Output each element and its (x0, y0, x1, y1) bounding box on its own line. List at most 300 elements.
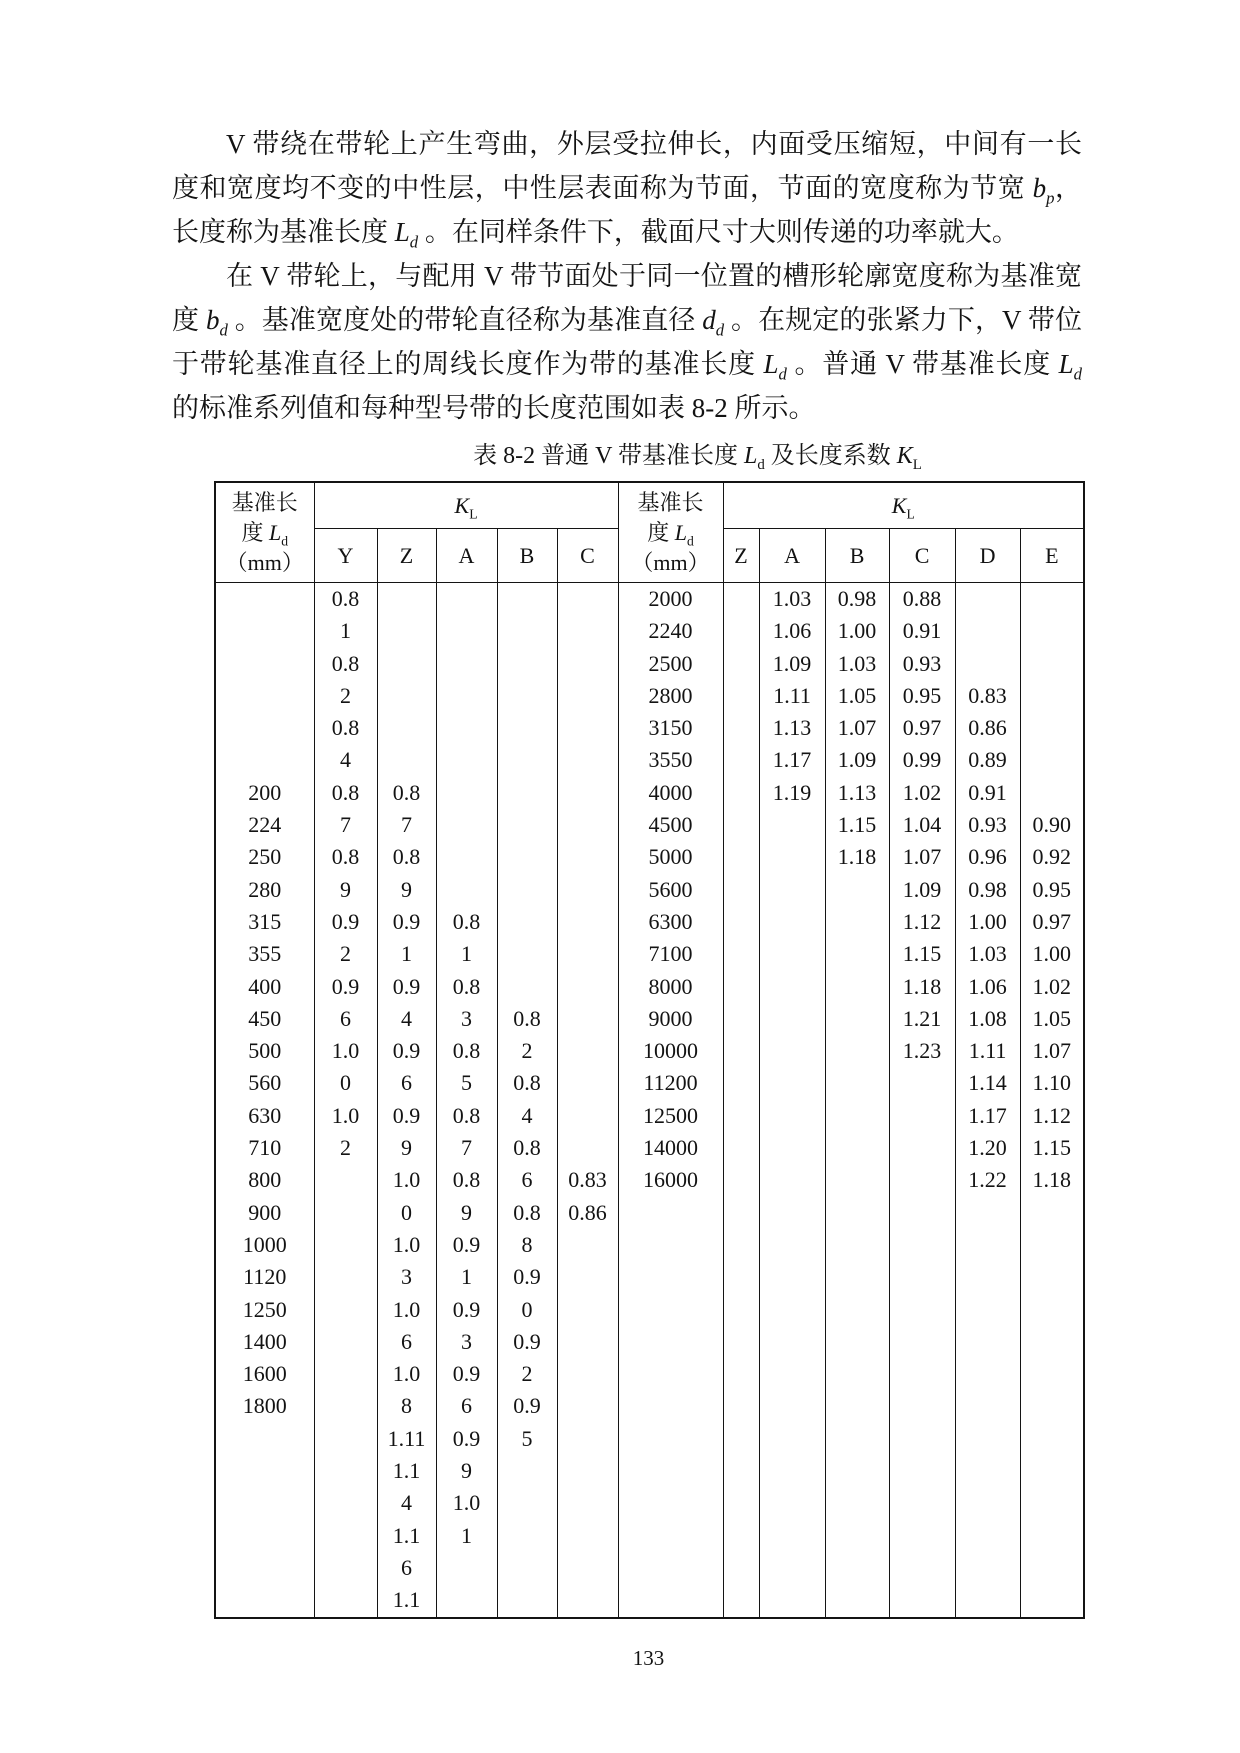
table-cell (557, 1423, 618, 1455)
table-cell: 1.15 (889, 938, 955, 970)
table-cell (759, 1358, 825, 1390)
table-cell (723, 615, 759, 647)
table-cell: 0.8 (436, 1035, 497, 1067)
col-header-left-B: B (497, 529, 557, 583)
table-cell (314, 1520, 377, 1552)
table-cell (1020, 1197, 1084, 1229)
table-cell (497, 712, 557, 744)
table-cell (723, 971, 759, 1003)
table-cell: 1.19 (759, 777, 825, 809)
table-cell (889, 1294, 955, 1326)
table-cell (889, 1552, 955, 1584)
table-cell: 9 (377, 1132, 436, 1164)
table-cell: 5600 (618, 874, 723, 906)
table-cell: 1.0 (377, 1358, 436, 1390)
table-cell: 0.8 (497, 1132, 557, 1164)
table-cell (1020, 648, 1084, 680)
table-cell: 2 (314, 1132, 377, 1164)
table-cell: 9000 (618, 1003, 723, 1035)
table-cell: 1.06 (955, 971, 1020, 1003)
table-cell (825, 1552, 889, 1584)
table-cell (723, 712, 759, 744)
table-cell: 400 (215, 971, 314, 1003)
table-cell: 710 (215, 1132, 314, 1164)
table-cell: 0.9 (497, 1390, 557, 1422)
table-row (215, 680, 1084, 712)
table-cell: 6 (436, 1390, 497, 1422)
table-cell (759, 1261, 825, 1293)
table-cell: 0.93 (889, 648, 955, 680)
table-cell: 1.21 (889, 1003, 955, 1035)
table-cell (557, 1100, 618, 1132)
right-ld-header: 基准长 度 $L_d$ （mm） (618, 482, 723, 583)
table-cell (618, 1520, 723, 1552)
table-cell (557, 1487, 618, 1519)
col-header-right-D: D (955, 529, 1020, 583)
paragraph-2: 在 V 带轮上，与配用 V 带节面处于同一位置的槽形轮廓宽度称为基准宽度 $b_d$ 。基准宽度处的带轮直径称为基准直径 $d_d$ 。在规定的张紧力下，V 带位于带轮基准直径上的周线长度作为带的基准长度 $L_d$ 。普通 V 带基准长度 $L_d$ 的标准系列值和每种型号带的长度范围如表 8-2 所示。 (172, 261, 1083, 423)
table-cell: 1 (314, 615, 377, 647)
table-cell: 16000 (618, 1164, 723, 1196)
table-cell (557, 648, 618, 680)
table-cell: 6 (377, 1326, 436, 1358)
table-cell (1020, 615, 1084, 647)
table-cell (215, 1423, 314, 1455)
table-cell: 0.9 (436, 1294, 497, 1326)
table-cell (825, 1229, 889, 1261)
table-cell: 0.9 (377, 1100, 436, 1132)
table-cell: 0.8 (497, 1197, 557, 1229)
table-row (215, 1132, 1084, 1164)
table-cell: 0 (497, 1294, 557, 1326)
table-row (215, 1100, 1084, 1132)
table-cell (557, 1294, 618, 1326)
table-cell: 1.18 (825, 841, 889, 873)
table-cell (723, 1035, 759, 1067)
table-cell (377, 583, 436, 616)
table-cell (889, 1487, 955, 1519)
table-cell (497, 1455, 557, 1487)
table-cell: 1.03 (759, 583, 825, 616)
table-cell (618, 1487, 723, 1519)
table-cell (825, 1067, 889, 1099)
table-cell: 0.9 (497, 1261, 557, 1293)
table-cell (436, 874, 497, 906)
table-cell: 1000 (215, 1229, 314, 1261)
table-cell (557, 1326, 618, 1358)
table-cell (314, 1197, 377, 1229)
table-cell: 5 (497, 1423, 557, 1455)
table-cell: 0.83 (955, 680, 1020, 712)
table-cell: 1.0 (377, 1294, 436, 1326)
table-cell (723, 1261, 759, 1293)
table-cell (759, 1487, 825, 1519)
table-cell (825, 1390, 889, 1422)
table-cell: 0.9 (377, 906, 436, 938)
table-cell (557, 615, 618, 647)
table-cell: 14000 (618, 1132, 723, 1164)
table-cell (215, 1584, 314, 1617)
table-cell (759, 809, 825, 841)
table-cell (314, 1584, 377, 1617)
table-cell: 1.17 (759, 744, 825, 776)
table-cell: 0.89 (955, 744, 1020, 776)
table-cell: 3 (436, 1003, 497, 1035)
table-row (215, 1326, 1084, 1358)
table-row (215, 1390, 1084, 1422)
table-cell: 1.11 (759, 680, 825, 712)
table-cell: 1.1 (377, 1455, 436, 1487)
table-cell (825, 1100, 889, 1132)
table-row (215, 1067, 1084, 1099)
table-cell: 4000 (618, 777, 723, 809)
table-cell (955, 1326, 1020, 1358)
table-cell (557, 874, 618, 906)
table-cell (1020, 680, 1084, 712)
table-row (215, 1003, 1084, 1035)
table-cell: 0.86 (557, 1197, 618, 1229)
table-row (215, 841, 1084, 873)
table-cell (825, 971, 889, 1003)
table-cell (436, 712, 497, 744)
table-cell: 1.09 (825, 744, 889, 776)
table-cell (215, 712, 314, 744)
table-cell (759, 1294, 825, 1326)
table-cell (557, 906, 618, 938)
table-cell: 250 (215, 841, 314, 873)
table-cell: 500 (215, 1035, 314, 1067)
table-cell: 800 (215, 1164, 314, 1196)
table-cell: 0.8 (497, 1067, 557, 1099)
table-cell: 0 (377, 1197, 436, 1229)
table-cell: 4500 (618, 809, 723, 841)
table-cell (723, 1197, 759, 1229)
table-cell: 1.18 (1020, 1164, 1084, 1196)
table-cell (759, 938, 825, 970)
table-cell: 8 (377, 1390, 436, 1422)
table-cell: 8 (497, 1229, 557, 1261)
table-cell (723, 583, 759, 616)
table-cell: 1.05 (1020, 1003, 1084, 1035)
table-cell: 0.8 (314, 777, 377, 809)
table-row (215, 777, 1084, 809)
table-cell (723, 777, 759, 809)
table-cell: 900 (215, 1197, 314, 1229)
left-kl-header: $K_L$ (314, 482, 618, 529)
table-cell: 1.02 (889, 777, 955, 809)
left-ld-header: 基准长 度 $L_d$ （mm） (215, 482, 314, 583)
table-cell: 0.96 (955, 841, 1020, 873)
table-cell (1020, 1423, 1084, 1455)
table-cell (497, 648, 557, 680)
table-cell (618, 1294, 723, 1326)
table-cell (759, 1455, 825, 1487)
table-cell (618, 1390, 723, 1422)
table-cell (759, 1390, 825, 1422)
table-cell: 9 (436, 1455, 497, 1487)
table-cell (314, 1229, 377, 1261)
table-cell: 2800 (618, 680, 723, 712)
table-cell (314, 1164, 377, 1196)
table-cell (1020, 1390, 1084, 1422)
col-header-right-B: B (825, 529, 889, 583)
table-cell: 2 (314, 938, 377, 970)
table-cell (889, 1132, 955, 1164)
table-cell (889, 1423, 955, 1455)
table-cell (825, 1197, 889, 1229)
table-cell: 2000 (618, 583, 723, 616)
table-cell (1020, 777, 1084, 809)
table-row (215, 1358, 1084, 1390)
table-cell: 0.8 (314, 648, 377, 680)
table-cell: 1600 (215, 1358, 314, 1390)
table-cell (759, 971, 825, 1003)
table-cell: 5 (436, 1067, 497, 1099)
table-cell: 6300 (618, 906, 723, 938)
table-cell (1020, 583, 1084, 616)
table-cell (215, 583, 314, 616)
body-text (172, 122, 1082, 430)
table-cell: 1.13 (825, 777, 889, 809)
table-cell (1020, 1520, 1084, 1552)
table-cell (557, 680, 618, 712)
table-cell: 1.09 (889, 874, 955, 906)
table-cell (377, 615, 436, 647)
table-cell: 1 (436, 1261, 497, 1293)
table-cell (889, 1455, 955, 1487)
table-cell (759, 1100, 825, 1132)
table-cell (759, 1035, 825, 1067)
table-row (215, 874, 1084, 906)
table-cell: 0.9 (377, 1035, 436, 1067)
table-cell (723, 1132, 759, 1164)
table-cell (759, 841, 825, 873)
table-cell (955, 1455, 1020, 1487)
col-header-right-Z: Z (723, 529, 759, 583)
table-cell (618, 1261, 723, 1293)
table-cell: 1.00 (955, 906, 1020, 938)
table-cell: 4 (377, 1487, 436, 1519)
table-cell: 1800 (215, 1390, 314, 1422)
table-cell (497, 583, 557, 616)
table-cell (1020, 1455, 1084, 1487)
table-cell (723, 1584, 759, 1617)
table-cell (618, 1358, 723, 1390)
table-cell: 0.8 (314, 583, 377, 616)
table-cell: 1.0 (377, 1229, 436, 1261)
table-cell (723, 841, 759, 873)
table-cell (618, 1326, 723, 1358)
table-cell (825, 1003, 889, 1035)
table-row (215, 1229, 1084, 1261)
col-header-right-E: E (1020, 529, 1084, 583)
table-cell (889, 1164, 955, 1196)
table-cell (955, 1423, 1020, 1455)
table-cell (759, 1520, 825, 1552)
col-header-left-A: A (436, 529, 497, 583)
table-cell: 4 (377, 1003, 436, 1035)
table-cell: 1.17 (955, 1100, 1020, 1132)
table-cell: 0.8 (314, 712, 377, 744)
table-cell (436, 841, 497, 873)
table-cell: 0.9 (436, 1229, 497, 1261)
table-cell: 3550 (618, 744, 723, 776)
table-cell: 2 (497, 1035, 557, 1067)
table-cell: 11200 (618, 1067, 723, 1099)
table-cell: 1 (436, 1520, 497, 1552)
table-cell: 1.00 (1020, 938, 1084, 970)
table-cell: 7 (436, 1132, 497, 1164)
table-cell (618, 1197, 723, 1229)
table-cell (759, 874, 825, 906)
table-cell (825, 906, 889, 938)
table-cell (723, 680, 759, 712)
table-cell (557, 1358, 618, 1390)
table-cell: 1.07 (825, 712, 889, 744)
table-cell (723, 1552, 759, 1584)
table-cell: 0.92 (1020, 841, 1084, 873)
table-cell: 6 (314, 1003, 377, 1035)
table-cell: 1 (436, 938, 497, 970)
table-cell: 1.22 (955, 1164, 1020, 1196)
table-row (215, 648, 1084, 680)
table-cell (215, 1552, 314, 1584)
table-cell: 200 (215, 777, 314, 809)
table-cell: 0.9 (497, 1326, 557, 1358)
table-cell: 0 (314, 1067, 377, 1099)
table-cell (889, 1390, 955, 1422)
table-row (215, 1487, 1084, 1519)
table-cell (955, 1358, 1020, 1390)
belt-length-table (214, 481, 1085, 1619)
table-cell: 355 (215, 938, 314, 970)
table-cell: 0.98 (955, 874, 1020, 906)
table-cell: 3150 (618, 712, 723, 744)
table-cell (955, 1390, 1020, 1422)
table-row (215, 1261, 1084, 1293)
table-cell (557, 1067, 618, 1099)
table-cell: 1.02 (1020, 971, 1084, 1003)
table-cell (497, 906, 557, 938)
table-cell (889, 1261, 955, 1293)
table-cell (825, 1164, 889, 1196)
table-cell (557, 712, 618, 744)
table-cell (759, 906, 825, 938)
table-cell: 450 (215, 1003, 314, 1035)
table-cell: 5000 (618, 841, 723, 873)
table-cell (618, 1423, 723, 1455)
table-cell: 1250 (215, 1294, 314, 1326)
table-cell (1020, 744, 1084, 776)
table-body (215, 583, 1084, 1618)
table-cell (436, 680, 497, 712)
table-row (215, 583, 1084, 616)
col-header-right-A: A (759, 529, 825, 583)
table-cell (215, 744, 314, 776)
table-cell: 1.18 (889, 971, 955, 1003)
table-cell: 1.20 (955, 1132, 1020, 1164)
table-cell (955, 615, 1020, 647)
table-cell (436, 1584, 497, 1617)
table-cell (1020, 1326, 1084, 1358)
table-cell (723, 1455, 759, 1487)
table-cell (825, 1326, 889, 1358)
table-cell: 0.8 (436, 1100, 497, 1132)
table-cell: 315 (215, 906, 314, 938)
table-cell (723, 1100, 759, 1132)
table-cell (377, 648, 436, 680)
table-cell (557, 1455, 618, 1487)
table-cell: 0.9 (314, 906, 377, 938)
table-cell: 224 (215, 809, 314, 841)
table-cell (955, 648, 1020, 680)
table-cell: 1.14 (955, 1067, 1020, 1099)
table-cell (377, 712, 436, 744)
table-cell: 1.00 (825, 615, 889, 647)
table-cell (723, 874, 759, 906)
table-cell: 7 (377, 809, 436, 841)
table-cell (889, 1584, 955, 1617)
table-row (215, 1584, 1084, 1617)
table-cell: 1120 (215, 1261, 314, 1293)
table-cell (723, 1067, 759, 1099)
table-cell (497, 744, 557, 776)
table-cell (723, 744, 759, 776)
table-cell (759, 1164, 825, 1196)
table-cell (557, 1003, 618, 1035)
table-cell (314, 1487, 377, 1519)
table-cell (825, 938, 889, 970)
table-cell (955, 1487, 1020, 1519)
table-cell (955, 1584, 1020, 1617)
table-cell: 1.07 (1020, 1035, 1084, 1067)
table-cell (215, 648, 314, 680)
table-cell: 1.0 (377, 1164, 436, 1196)
col-header-left-Y: Y (314, 529, 377, 583)
table-cell: 1.05 (825, 680, 889, 712)
table-cell: 630 (215, 1100, 314, 1132)
table-header (215, 482, 1084, 583)
table-cell (759, 1003, 825, 1035)
table-cell: 0.93 (955, 809, 1020, 841)
table-cell (723, 1003, 759, 1035)
table-cell: 8000 (618, 971, 723, 1003)
table-cell (557, 1520, 618, 1552)
table-cell (557, 1229, 618, 1261)
table-cell (723, 1294, 759, 1326)
table-cell: 3 (436, 1326, 497, 1358)
table-cell: 7 (314, 809, 377, 841)
table-cell: 0.8 (497, 1003, 557, 1035)
table-cell: 12500 (618, 1100, 723, 1132)
table-cell (955, 1229, 1020, 1261)
table-cell (557, 1261, 618, 1293)
table-cell (215, 1487, 314, 1519)
table-cell: 1.1 (377, 1520, 436, 1552)
table-cell: 1.04 (889, 809, 955, 841)
table-cell (497, 809, 557, 841)
table-cell (723, 1487, 759, 1519)
table-cell: 0.8 (314, 841, 377, 873)
table-cell (825, 1294, 889, 1326)
table-cell (1020, 1229, 1084, 1261)
table-cell (825, 1132, 889, 1164)
table-cell: 1.23 (889, 1035, 955, 1067)
table-cell (723, 1390, 759, 1422)
table-row (215, 1455, 1084, 1487)
table-cell: 1.12 (889, 906, 955, 938)
table-cell: 1.03 (825, 648, 889, 680)
table-cell (825, 1358, 889, 1390)
